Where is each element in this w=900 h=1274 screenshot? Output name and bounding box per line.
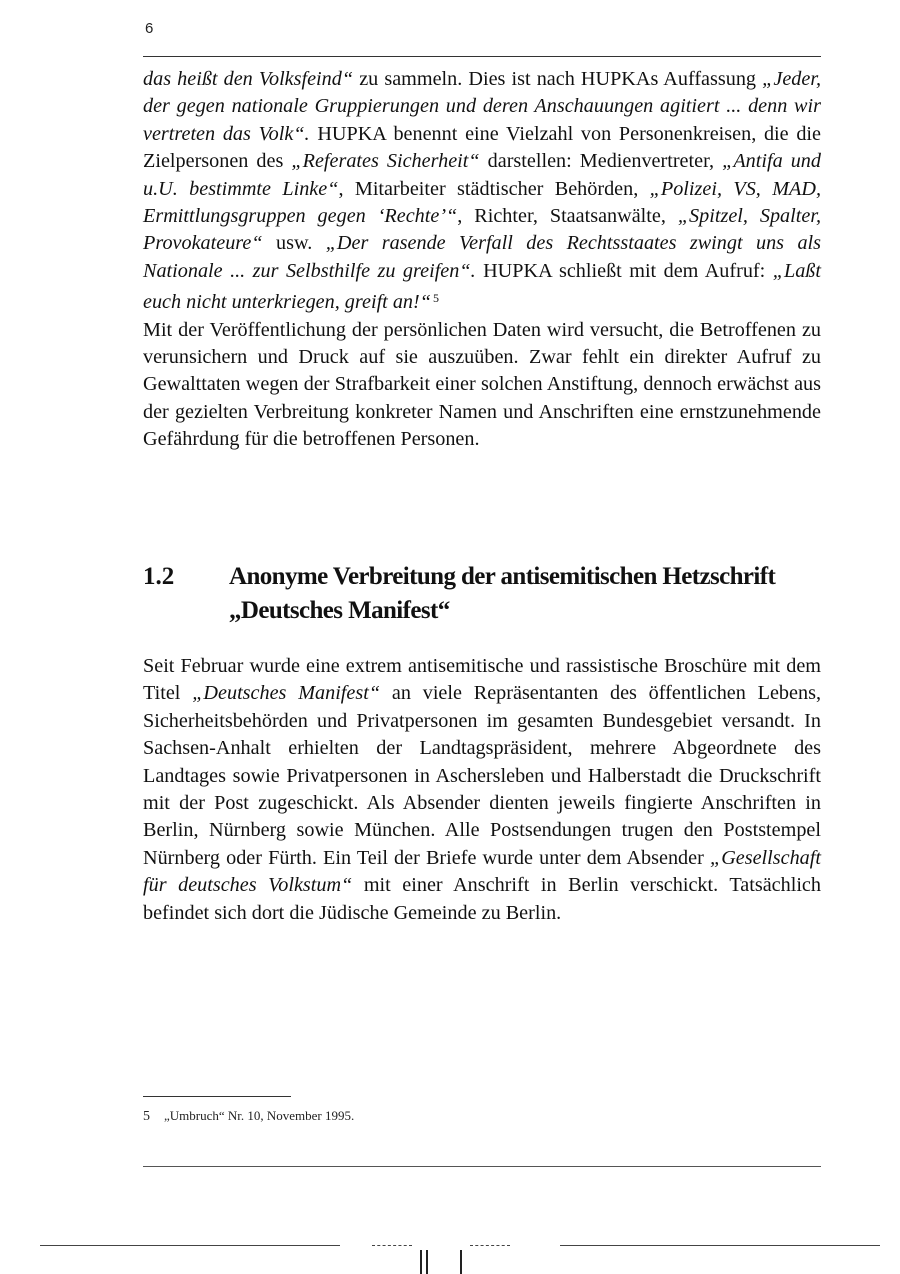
quote-referates: „Referates Sicherheit“ (291, 150, 480, 173)
quote-polizei: „Polizei, VS, MAD, Ermittlungsgruppen gegen ‘Rechte’“ (143, 177, 821, 228)
footnote-reference[interactable]: 5 (432, 291, 439, 306)
section-heading (143, 560, 821, 628)
text-span: HUPKA benennt eine Vielzahl von Personenkreisen, die die Zielpersonen des (143, 122, 821, 173)
body-text-top (143, 66, 821, 454)
page-number: 6 (145, 20, 154, 37)
footer-rule (143, 1166, 821, 1167)
paragraph-hupka (143, 66, 821, 317)
footnote-text: „Umbruch“ Nr. 10, November 1995. (164, 1108, 355, 1123)
quote-aufruf: „Laßt euch nicht unterkriegen, greift an!“ (143, 259, 821, 314)
text-span: darstellen: Medienvertreter, (479, 150, 723, 173)
quote-spitzel: „Spitzel, Spalter, Provokateure“ (143, 205, 821, 255)
quote-title: „Deutsches Manifest“ (192, 682, 381, 705)
footnote (143, 1108, 354, 1125)
footnote-number: 5 (143, 1109, 150, 1124)
text-span: Seit Februar wurde eine extrem antisemitische und rassistische Broschüre mit dem Titel (143, 655, 821, 705)
scan-artifact-line (372, 1245, 412, 1246)
section-title: Anonyme Verbreitung der antisemitischen Hetzschrift „Deutsches Manifest“ (229, 563, 776, 624)
text-span: mit einer Anschrift in Berlin verschickt. Tatsächlich befindet sich dort die Jüdische Gemeinde zu Berlin. (143, 874, 821, 924)
section-number: 1.2 (143, 563, 175, 590)
scan-artifact-line (470, 1245, 510, 1246)
text-span: , Richter, Staatsanwälte, (457, 205, 678, 228)
quote-antifa: „Antifa und u.U. bestimmte Linke“ (143, 150, 821, 200)
paragraph-manifest (143, 653, 821, 927)
scan-artifact-mark (420, 1250, 422, 1274)
quote-gesellschaft: „Gesellschaft für deutsches Volkstum“ (143, 846, 821, 897)
quote-volksfeind: das heißt den Volksfeind“ (143, 68, 354, 90)
text-span: usw. (262, 232, 326, 255)
text-span: zu sammeln. Dies ist nach HUPKAs Auffassung (353, 68, 763, 90)
paragraph-veroeffentlichung: Mit der Veröffentlichung der persönlichen Daten wird versucht, die Betroffenen zu verunsichern und Druck auf sie auszuüben. Zwar fehlt ein direkter Aufruf zu Gewalttaten wegen der Strafbarkeit einer solchen Anstiftung, dennoch erwächst aus der gezielten Verbreitung konkreter Namen und Anschriften eine ernstzunehmende Gefährdung für die betroffenen Personen. (143, 318, 821, 451)
scan-artifact-line (560, 1245, 880, 1246)
quote-verfall: „Der rasende Verfall des Rechtsstaates zwingt uns als Nationale ... zur Selbsthilfe zu greifen“. (143, 232, 821, 282)
scan-artifact-mark (426, 1250, 428, 1274)
text-span: an viele Repräsentanten des öffentlichen Lebens, Sicherheitsbehörden und Privatpersonen im gesamten Bundesgebiet versandt. In Sachsen-Anhalt erhielten der Landtagspräsident, mehrere Abgeordnete des Landtages sowie Privatpersonen in Aschersleben und Halberstadt die Druckschrift mit der Post zugeschickt. Als Absender dienten jeweils fingierte Anschriften in Berlin, Nürnberg sowie München. Alle Postsendungen trugen den Poststempel Nürnberg oder Fürth. Ein Teil der Briefe wurde unter dem Absender (143, 682, 821, 869)
quote-jeder: „Jeder, der gegen nationale Gruppierungen und deren Anschauungen agitiert ... denn wir vertreten das Volk“. (143, 68, 821, 145)
text-span: HUPKA schließt mit dem Aufruf: (475, 259, 773, 282)
footnote-rule (143, 1096, 291, 1097)
text-span: , Mitarbeiter städtischer Behörden, (338, 177, 650, 200)
scan-artifact-mark (460, 1250, 462, 1274)
header-rule (143, 56, 821, 57)
scan-artifact-line (40, 1245, 340, 1246)
